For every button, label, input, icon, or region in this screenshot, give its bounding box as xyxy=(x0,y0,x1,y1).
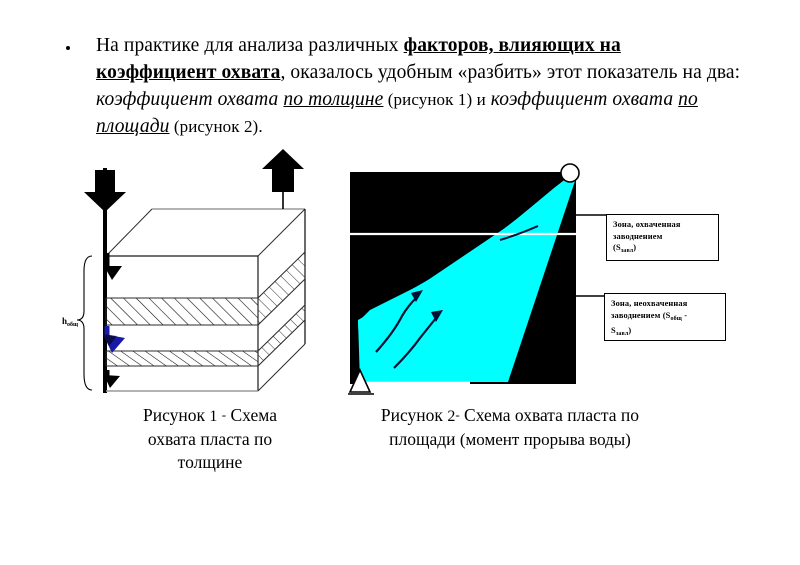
bullet-line1-plain: На практике для анализа различных xyxy=(96,35,404,56)
swept-layer-upper xyxy=(106,252,305,325)
callout-1-symbol-pre: (S xyxy=(613,243,621,252)
figure-1-caption xyxy=(75,403,345,474)
callout-2-line3 xyxy=(611,325,720,341)
callout-2-symbol2-sub: завл xyxy=(615,331,629,337)
callout-1-symbol-sub: завл xyxy=(620,248,634,254)
callout-2-line2 xyxy=(611,310,720,326)
production-up-arrow-group xyxy=(262,149,304,209)
figure-2-caption-number: 2 xyxy=(447,408,456,425)
callout-1-line2: заводнением xyxy=(613,231,663,241)
thickness-brace xyxy=(77,256,92,390)
figure-2-areal-sweep-diagram xyxy=(348,160,748,400)
circle-well-icon xyxy=(561,164,579,182)
figure-2-caption-line1: Схема охвата пласта по xyxy=(464,405,640,425)
bullet-line3-italic-underline: по толщине xyxy=(283,89,384,110)
callout-unswept-zone xyxy=(604,293,726,341)
figure-1-caption-line2: охвата пласта по xyxy=(147,429,273,449)
figure-1-svg xyxy=(62,148,352,393)
callout-1-line3 xyxy=(613,242,713,258)
figure-2-caption-line2-a: площади xyxy=(389,429,460,449)
callout-2-line1: Зона, неохваченная xyxy=(611,299,688,308)
callout-1-symbol-post: ) xyxy=(633,243,637,252)
figure-1-caption-line3: толщине xyxy=(177,452,243,472)
figure-2-svg xyxy=(348,160,748,400)
injection-down-arrow-icon xyxy=(84,170,126,212)
bullet-line4-italic-underline: по площади xyxy=(96,89,698,137)
block-top-face xyxy=(106,209,305,256)
bullet-line1-emphasis: факторов, влияющих на xyxy=(403,35,621,56)
figure-1-caption-number: 1 xyxy=(209,408,218,425)
bullet-line4-italic: коэффициент охвата xyxy=(490,89,679,110)
callout-2-symbol-sub: общ xyxy=(670,315,682,322)
bullet-line2-emphasis: коэффициент охвата xyxy=(96,62,281,83)
figure-1-caption-prefix: Рисунок xyxy=(143,405,206,425)
figure-1-thickness-sweep-diagram xyxy=(62,148,352,393)
bullet-line3-italic: коэффициент охвата xyxy=(96,89,284,110)
callout-2-symbol-post: - xyxy=(681,310,688,320)
figure-2-caption-dash: - xyxy=(455,407,460,422)
figure-1-caption-dash: - xyxy=(221,407,227,422)
bullet-line3-plain-b: (рисунок 1) и xyxy=(383,90,486,109)
figure-2-caption-line2-b: (момент прорыва воды) xyxy=(459,430,631,449)
callout-1-line1: Зона, охваченная xyxy=(613,220,681,229)
thickness-label: $h_{общ}$ xyxy=(62,316,79,328)
bullet-line2-plain: , оказалось удобным «разбить» этот xyxy=(280,62,582,83)
bullet-line4-plain: (рисунок 2). xyxy=(169,117,263,136)
callout-swept-zone xyxy=(606,214,719,261)
figure-2-caption xyxy=(355,403,665,451)
figure-2-caption-prefix: Рисунок xyxy=(380,405,443,425)
bullet-line3-plain-a: показатель на два: xyxy=(586,62,741,83)
figure-1-caption-line1: Схема xyxy=(230,405,277,425)
callout-2-symbol2-post: ) xyxy=(628,326,632,335)
callout-2-symbol-pre: заводнением (S xyxy=(611,310,671,320)
callout-2-symbol2-pre: S xyxy=(611,326,616,335)
